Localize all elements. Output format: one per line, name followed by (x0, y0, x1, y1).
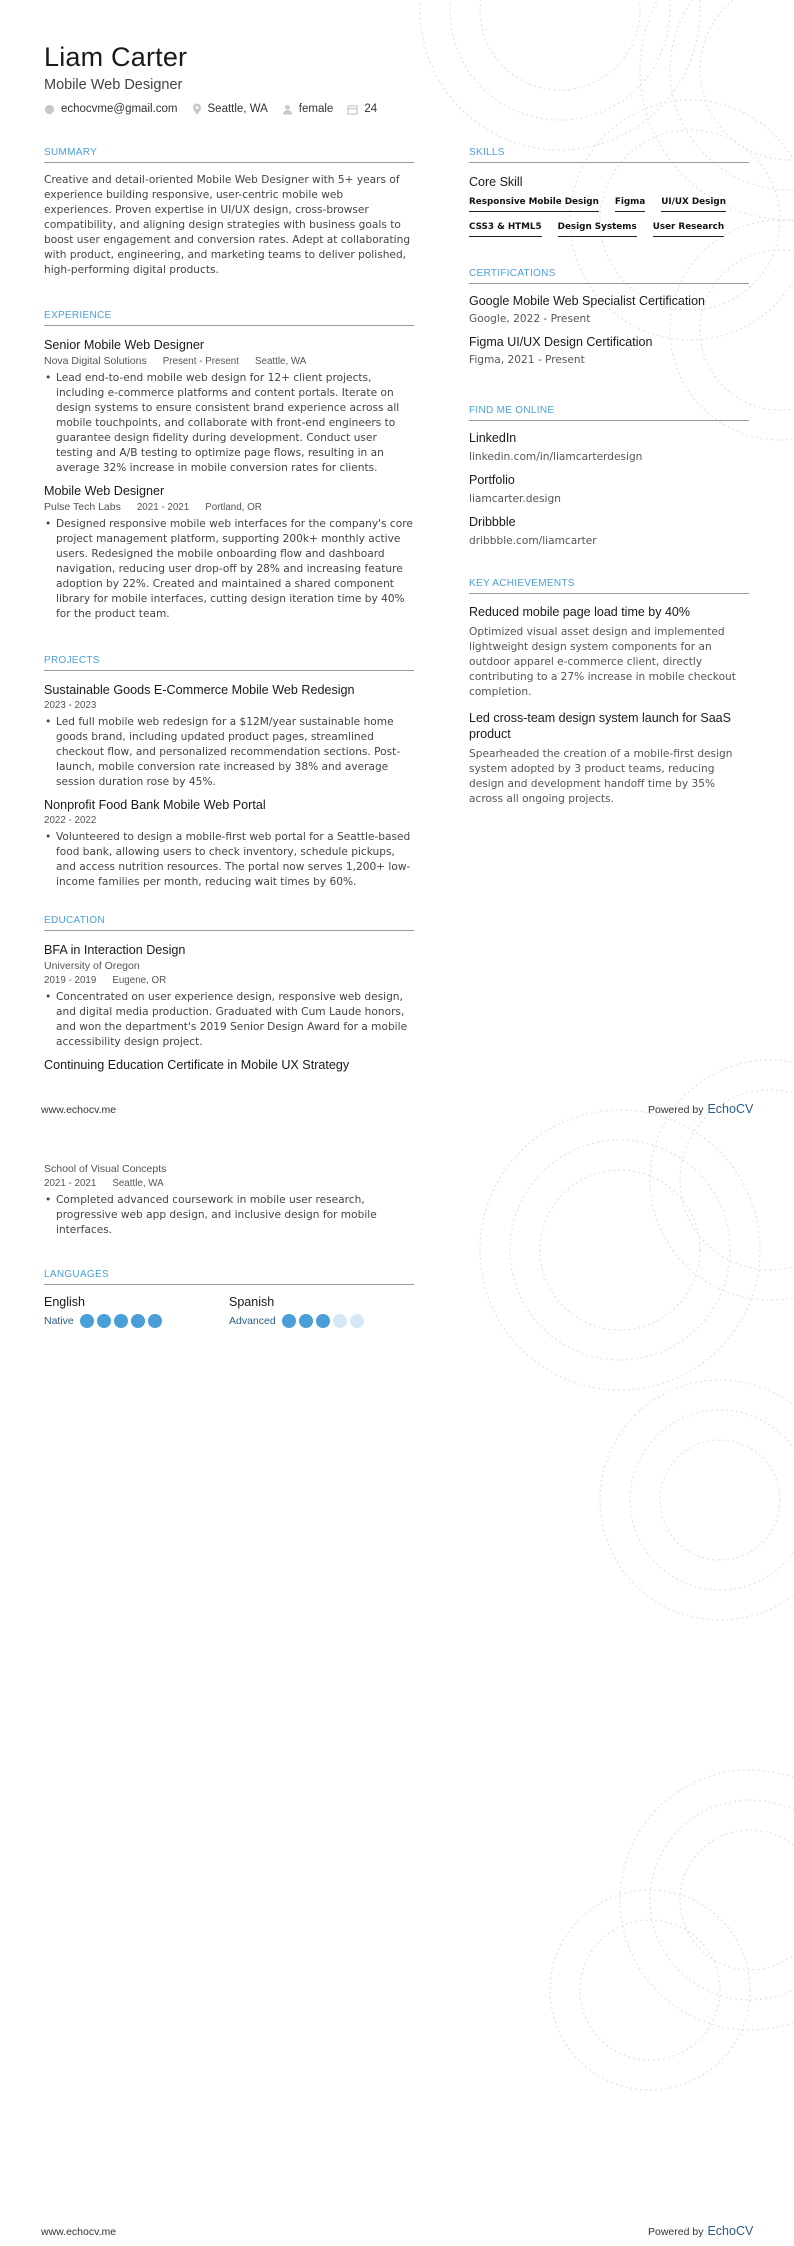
skill-tags (469, 197, 749, 247)
entry-location: Eugene, OR (112, 975, 167, 986)
entry-dates: 2021 - 2021 (136, 501, 190, 513)
person-icon (282, 104, 293, 115)
certification-issuer: Figma, 2021 - Present (469, 354, 585, 366)
education-section (44, 915, 414, 1072)
entry-role: Mobile Web Designer (44, 484, 165, 498)
date-range: 2022 - 2022 (44, 815, 97, 826)
date-start: 2019 (44, 975, 66, 986)
footer-powered-by (648, 1102, 753, 1116)
date-start: 2021 (136, 501, 159, 513)
entry-organization: Pulse Tech Labs (44, 501, 121, 513)
certification-name: Google Mobile Web Specialist Certification (469, 294, 705, 308)
section-heading: FIND ME ONLINE (469, 405, 749, 421)
proficiency-dot-filled (97, 1314, 111, 1328)
entry-dates: 2019 - 2019 (44, 975, 97, 986)
location-icon (192, 103, 202, 115)
footer-powered-by (648, 2224, 753, 2238)
entry-role: Senior Mobile Web Designer (44, 338, 205, 352)
profile-link-name: LinkedIn (469, 431, 517, 445)
date-end: Present (205, 355, 239, 367)
footer-site[interactable]: www.echocv.me (41, 1104, 117, 1116)
languages-section (44, 1269, 414, 1328)
project-entry (44, 798, 414, 890)
language-name: English (44, 1295, 85, 1309)
proficiency-dot-empty (350, 1314, 364, 1328)
language-proficiency (229, 1314, 414, 1328)
experience-entry (44, 338, 414, 476)
powered-by-text: Powered by (648, 2226, 704, 2238)
skill-tag: Responsive Mobile Design (469, 197, 599, 212)
entry-meta (44, 355, 414, 367)
proficiency-dot-filled (316, 1314, 330, 1328)
entry-location: Seattle, WA (254, 355, 307, 367)
date-start: 2021 (44, 1178, 66, 1189)
project-bullet: • Volunteered to design a mobile-first web portal for a Seattle-based food bank, allowing users to check inventory, schedule pickups, and access nutrition resources. The portal now serves 1,200+ low-income families per month, reducing wait times by 60%. (44, 830, 414, 890)
entry-organization: Nova Digital Solutions (44, 355, 147, 367)
education-school-row (44, 1163, 414, 1175)
key-achievements-section (469, 578, 749, 807)
entry-meta (44, 501, 414, 513)
brand-logo[interactable]: EchoCV (707, 1102, 754, 1116)
section-heading: KEY ACHIEVEMENTS (469, 578, 749, 594)
skill-tag: Design Systems (558, 222, 637, 237)
contact-bar (44, 103, 391, 115)
entry-location: Seattle, WA (112, 1178, 164, 1189)
achievement-title: Led cross-team design system launch for SaaS product (469, 711, 731, 741)
entry-bullet: • Designed responsive mobile web interfaces for the company's core project management platform, supporting 200k+ monthly active users. Redesigned the mobile onboarding flow and dashboard navigation, reducing user drop-off by 28% and increasing feature adoption by 22%. Created and maintained a shared component library for mobile interfaces, cutting design iteration time by 40% for the product team. (44, 517, 414, 622)
contact-email[interactable] (44, 103, 178, 115)
section-heading: PROJECTS (44, 655, 414, 671)
certifications-section (469, 268, 749, 366)
profile-link-url[interactable]: linkedin.com/in/liamcarterdesign (469, 451, 643, 463)
job-title: Mobile Web Designer (44, 77, 183, 93)
proficiency-dot-filled (282, 1314, 296, 1328)
language-level: Advanced (229, 1315, 276, 1327)
section-heading: SUMMARY (44, 147, 414, 163)
education-degree: BFA in Interaction Design (44, 943, 186, 957)
education-continued (44, 1163, 414, 1238)
entry-dates: Present - Present (162, 355, 239, 367)
calendar-icon (347, 104, 358, 115)
summary-section (44, 147, 414, 278)
candidate-name: Liam Carter (44, 42, 188, 72)
section-heading: LANGUAGES (44, 1269, 414, 1285)
project-name: Sustainable Goods E-Commerce Mobile Web Redesign (44, 683, 355, 697)
experience-entry (44, 484, 414, 622)
entry-dates: 2021 - 2021 (44, 1178, 97, 1189)
proficiency-dot-filled (148, 1314, 162, 1328)
section-heading: EDUCATION (44, 915, 414, 931)
skill-tag: User Research (653, 222, 724, 237)
education-school-row (44, 960, 414, 972)
email-icon (44, 104, 55, 115)
contact-gender-text: female (298, 103, 334, 115)
contact-age (347, 103, 377, 115)
skills-section (469, 147, 749, 247)
proficiency-dot-filled (131, 1314, 145, 1328)
skill-tag: UI/UX Design (661, 197, 726, 212)
proficiency-dot-empty (333, 1314, 347, 1328)
project-dates (44, 815, 414, 826)
education-meta (44, 1178, 414, 1189)
date-end: 2022 (74, 815, 97, 826)
footer-site[interactable]: www.echocv.me (41, 2226, 117, 2238)
skill-tag: CSS3 & HTML5 (469, 222, 542, 237)
brand-logo[interactable]: EchoCV (707, 2224, 754, 2238)
contact-email-text: echocvme@gmail.com (61, 103, 178, 115)
education-bullet: • Completed advanced coursework in mobile user research, progressive web app design, and inclusive design for mobile interfaces. (44, 1193, 414, 1238)
summary-text: Creative and detail-oriented Mobile Web Designer with 5+ years of experience building responsive, user-centric mobile web experiences. Proven expertise in UI/UX design, cross-browser compatibility, and aligning design strategies with business goals to boost user engagement and conversion rates. Adept at collaborating with product, engineering, and marketing teams to deliver polished, high-performing digital products. (44, 174, 411, 276)
date-start: 2023 (44, 700, 66, 711)
language-item (44, 1295, 229, 1328)
entry-bullet: • Lead end-to-end mobile web design for 12+ client projects, including e-commerce platforms and content portals. Iterate on design systems to ensure consistent brand experience across all mobile touchpoints, and collaborate with front-end engineers to guarantee design fidelity during development. Conduct user testing and A/B testing to optimize page flows, resulting in an average 32% increase in mobile conversion rates for clients. (44, 371, 414, 476)
profile-link-url[interactable]: liamcarter.design (469, 493, 561, 505)
education-bullet: • Concentrated on user experience design, responsive web design, and digital media production. Graduated with Cum Laude honors, and won the department's 2019 Senior Design Award for a mobile accessibility design project. (44, 990, 414, 1050)
section-heading: CERTIFICATIONS (469, 268, 749, 284)
education-meta (44, 975, 414, 986)
skill-group-title: Core Skill (469, 175, 523, 189)
contact-gender (282, 103, 334, 115)
projects-section (44, 655, 414, 890)
project-dates (44, 700, 414, 711)
contact-location-text: Seattle, WA (207, 103, 268, 115)
section-heading: EXPERIENCE (44, 310, 414, 326)
entry-location: Portland, OR (205, 501, 262, 513)
education-school: School of Visual Concepts (44, 1163, 167, 1175)
profile-link-name: Portfolio (469, 473, 515, 487)
project-bullet: • Led full mobile web redesign for a $12M/year sustainable home goods brand, including updated product pages, streamlined checkout flow, and personalized recommendation sections. Post-launch, mobile conversion rate increased by 38% and average session duration rose by 45%. (44, 715, 414, 790)
education-entry (44, 943, 414, 1050)
skill-tag: Figma (615, 197, 645, 212)
language-proficiency (44, 1314, 229, 1328)
date-end: 2019 (74, 975, 97, 986)
profile-link-name: Dribbble (469, 515, 516, 529)
date-start: 2022 (44, 815, 66, 826)
language-list (44, 1295, 414, 1328)
certification-issuer: Google, 2022 - Present (469, 313, 591, 325)
language-level: Native (44, 1315, 74, 1327)
certification-name: Figma UI/UX Design Certification (469, 335, 653, 349)
proficiency-dots (80, 1314, 165, 1328)
date-end: 2021 (167, 501, 190, 513)
powered-by-text: Powered by (648, 1104, 704, 1116)
project-entry (44, 683, 414, 790)
language-item (229, 1295, 414, 1328)
project-name: Nonprofit Food Bank Mobile Web Portal (44, 798, 266, 812)
profile-link-url[interactable]: dribbble.com/liamcarter (469, 535, 597, 547)
education-degree: Continuing Education Certificate in Mobile UX Strategy (44, 1058, 350, 1072)
language-name: Spanish (229, 1295, 275, 1309)
date-range: 2023 - 2023 (44, 700, 97, 711)
proficiency-dot-filled (299, 1314, 313, 1328)
contact-location (192, 103, 268, 115)
experience-section (44, 310, 414, 622)
education-school: University of Oregon (44, 960, 140, 972)
achievement-description: Spearheaded the creation of a mobile-first design system adopted by 3 product teams, reducing design and development handoff time by 35% across all ongoing projects. (469, 748, 733, 805)
contact-age-text: 24 (364, 103, 378, 115)
proficiency-dot-filled (80, 1314, 94, 1328)
date-start: Present (162, 355, 197, 367)
date-end: 2021 (74, 1178, 97, 1189)
section-heading: SKILLS (469, 147, 749, 163)
proficiency-dots (282, 1314, 367, 1328)
achievement-description: Optimized visual asset design and implemented lightweight design system components for an outdoor apparel e-commerce client, directly contributing to a 27% increase in mobile checkout completion. (469, 626, 736, 698)
achievement-title: Reduced mobile page load time by 40% (469, 605, 690, 619)
find-me-online-section (469, 405, 749, 547)
date-end: 2023 (74, 700, 97, 711)
proficiency-dot-filled (114, 1314, 128, 1328)
